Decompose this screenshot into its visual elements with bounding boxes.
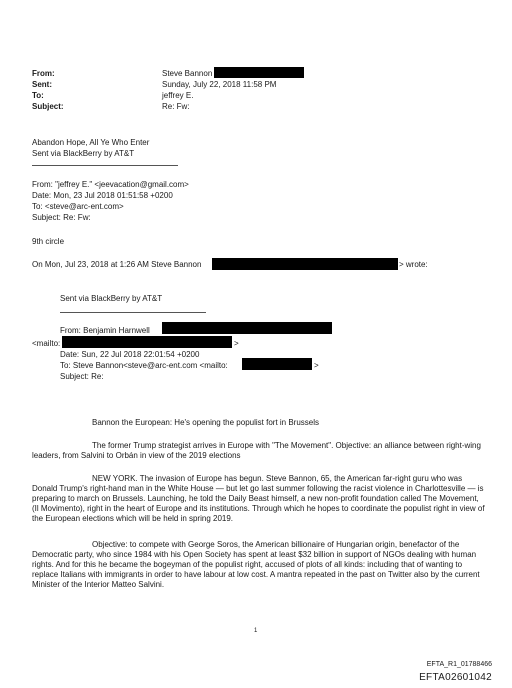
wrote-text: > wrote: [399, 260, 428, 269]
mailto-end: > [234, 339, 239, 348]
document-code: EFTA_R1_01788466 [426, 661, 492, 668]
subject-label: Subject: [32, 102, 64, 111]
quoted-date: Date: Mon, 23 Jul 2018 01:51:58 +0200 [32, 191, 173, 200]
signature-line: Sent via BlackBerry by AT&T [60, 294, 163, 303]
article-title: Bannon the European: He's opening the populist fort in Brussels [92, 418, 320, 427]
from-value: Steve Bannon [162, 69, 213, 78]
to-value: jeffrey E. [162, 91, 194, 100]
divider [32, 165, 178, 166]
circle-line: 9th circle [32, 237, 65, 246]
quoted-to: To: <steve@arc-ent.com> [32, 202, 124, 211]
redaction-box [212, 258, 398, 270]
document-id: EFTA02601042 [419, 672, 492, 683]
redaction-box [162, 322, 332, 334]
subject-value: Re: Fw: [162, 102, 190, 111]
redaction-box [62, 336, 232, 348]
article-paragraph: The former Trump strategist arrives in Europe with "The Movement". Objective: an alliance between right-wing leaders, from Salvini to Orbán in view of the 2019 elections [32, 441, 481, 460]
quoted-from: From: Benjamin Harnwell [60, 326, 150, 335]
from-label: From: [32, 69, 55, 78]
quoted-to: To: Steve Bannon<steve@arc-ent.com <mailto: [60, 361, 228, 370]
mailto-start: <mailto: [32, 339, 61, 348]
sent-label: Sent: [32, 80, 52, 89]
divider [60, 312, 206, 313]
on-date-line: On Mon, Jul 23, 2018 at 1:26 AM Steve Bannon [32, 260, 202, 269]
redaction-box [214, 67, 304, 78]
quoted-to-end: > [314, 361, 319, 370]
sent-value: Sunday, July 22, 2018 11:58 PM [162, 80, 277, 89]
to-label: To: [32, 91, 44, 100]
reply-line: Abandon Hope, All Ye Who Enter [32, 138, 150, 147]
quoted-subject: Subject: Re: Fw: [32, 213, 91, 222]
redaction-box [242, 358, 312, 370]
quoted-subject: Subject: Re: [60, 372, 104, 381]
quoted-from: From: "jeffrey E." <jeevacation@gmail.com> [32, 180, 189, 189]
article-paragraph: NEW YORK. The invasion of Europe has begun. Steve Bannon, 65, the American far-right guru who was Donald Trump's right-hand man in the White House — but let go last summer following the racist violence in Charlottesville — is preparing to march on Brussels. Launching, he told the Daily Beast himself, a new non-profit foundation called The Movement, (Il Movimento), right in the heart of Europe and its institutions. Through which he hopes to coordinate the populist right in view of the European elections which will be held in spring 2019. [32, 474, 485, 523]
article-paragraph: Objective: to compete with George Soros, the American billionaire of Hungarian origin, benefactor of the Democratic party, who since 1984 with his Open Society has spent at least $32 billion in support of NGOs dealing with human rights. And for this he became the bogeyman of the populist right, accused of plots of all kinds: including that of wanting to replace Italians with immigrants in order to have labour at low cost. A mantra repeated in the past on Twitter also by the current Minister of the Interior Matteo Salvini. [32, 540, 480, 589]
signature-line: Sent via BlackBerry by AT&T [32, 149, 135, 158]
page-number: 1 [254, 628, 258, 634]
quoted-date: Date: Sun, 22 Jul 2018 22:01:54 +0200 [60, 350, 200, 359]
